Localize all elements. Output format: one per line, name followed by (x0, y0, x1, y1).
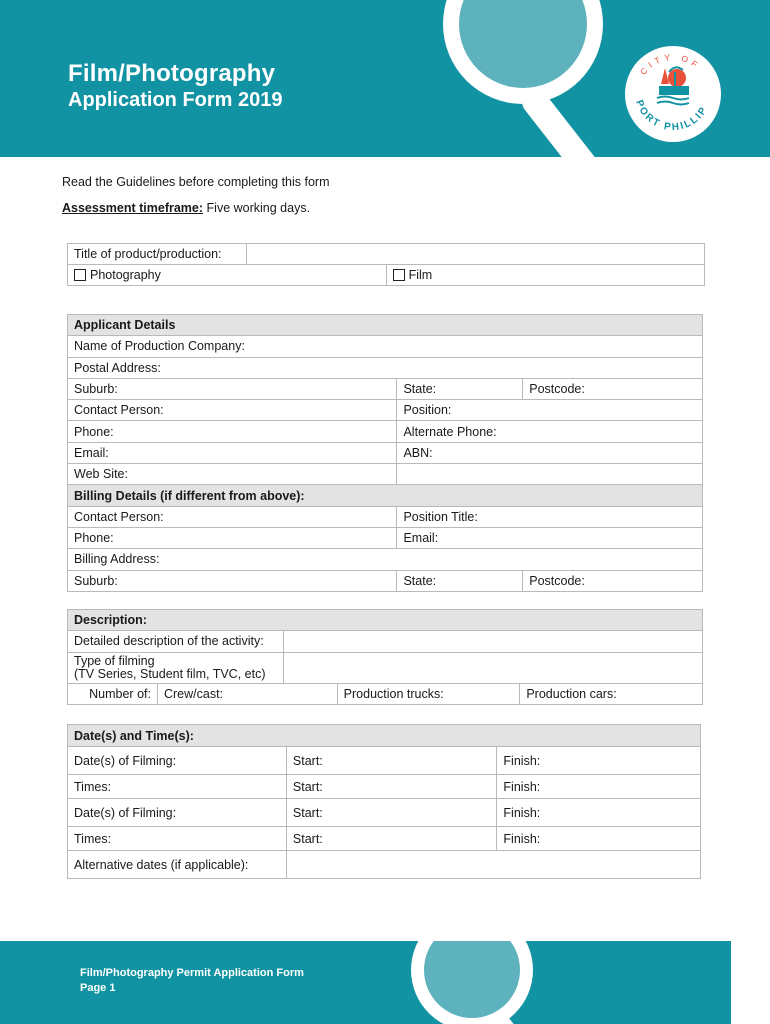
times-finish-field[interactable]: Finish: (497, 775, 701, 799)
description-table (67, 609, 703, 705)
detailed-description-field[interactable] (283, 631, 702, 652)
times-label-2: Times: (68, 827, 287, 851)
billing-details-heading: Billing Details (if different from above): (68, 485, 703, 506)
production-cars-field[interactable]: Production cars: (520, 683, 703, 704)
billing-contact-field[interactable]: Contact Person: (68, 506, 397, 527)
photography-option[interactable] (68, 265, 387, 286)
photography-checkbox[interactable] (74, 269, 86, 281)
billing-email-field[interactable]: Email: (397, 527, 703, 548)
billing-address-field[interactable]: Billing Address: (68, 549, 703, 570)
type-of-filming-label (68, 652, 284, 683)
production-trucks-field[interactable]: Production trucks: (337, 683, 520, 704)
position-field[interactable]: Position: (397, 400, 703, 421)
times-finish-field-2[interactable]: Finish: (497, 827, 701, 851)
alternate-phone-field[interactable]: Alternate Phone: (397, 421, 703, 442)
state-field[interactable]: State: (397, 378, 523, 399)
logo-icon (625, 46, 721, 142)
filming-dates-label-2: Date(s) of Filming: (68, 799, 287, 827)
crew-cast-field[interactable]: Crew/cast: (157, 683, 337, 704)
billing-suburb-field[interactable]: Suburb: (68, 570, 397, 591)
number-of-label: Number of: (68, 683, 158, 704)
timeframe-label: Assessment timeframe: (62, 201, 204, 215)
page-subtitle: Application Form 2019 (68, 89, 283, 111)
filming-dates-finish-field-2[interactable]: Finish: (497, 799, 701, 827)
svg-text:PORT PHILLIP: PORT PHILLIP (633, 98, 711, 134)
alternative-dates-label: Alternative dates (if applicable): (68, 851, 287, 879)
dates-times-table (67, 724, 701, 879)
guidelines-note: Read the Guidelines before completing this form (62, 175, 330, 189)
times-start-field-2[interactable]: Start: (286, 827, 497, 851)
applicant-details-table (67, 314, 703, 592)
assessment-timeframe (62, 201, 310, 215)
timeframe-value: Five working days. (206, 201, 311, 215)
detailed-description-label: Detailed description of the activity: (68, 631, 284, 652)
description-heading: Description: (68, 610, 703, 631)
times-start-field[interactable]: Start: (286, 775, 497, 799)
abn-field[interactable]: ABN: (397, 442, 703, 463)
filming-dates-label: Date(s) of Filming: (68, 747, 287, 775)
email-field[interactable]: Email: (68, 442, 397, 463)
city-of-port-phillip-logo (625, 46, 721, 142)
times-label: Times: (68, 775, 287, 799)
svg-text:CITY OF: CITY OF (637, 51, 703, 77)
type-of-filming-line2: (TV Series, Student film, TVC, etc) (74, 666, 266, 681)
production-title-label: Title of product/production: (68, 244, 247, 265)
film-checkbox[interactable] (393, 269, 405, 281)
contact-person-field[interactable]: Contact Person: (68, 400, 397, 421)
film-option[interactable] (386, 265, 704, 286)
alternative-dates-field[interactable] (286, 851, 700, 879)
postcode-field[interactable]: Postcode: (523, 378, 703, 399)
billing-position-field[interactable]: Position Title: (397, 506, 703, 527)
footer-form-title: Film/Photography Permit Application Form (80, 967, 304, 979)
filming-dates-finish-field[interactable]: Finish: (497, 747, 701, 775)
production-company-field[interactable]: Name of Production Company: (68, 336, 703, 357)
website-extra-cell[interactable] (397, 464, 703, 485)
dates-times-heading: Date(s) and Time(s): (68, 725, 701, 747)
filming-dates-start-field-2[interactable]: Start: (286, 799, 497, 827)
footer-page-number: Page 1 (80, 982, 116, 994)
suburb-field[interactable]: Suburb: (68, 378, 397, 399)
applicant-details-heading: Applicant Details (68, 315, 703, 336)
billing-postcode-field[interactable]: Postcode: (523, 570, 703, 591)
production-title-field[interactable] (246, 244, 704, 265)
page-title: Film/Photography (68, 60, 276, 87)
film-label: Film (408, 268, 433, 282)
phone-field[interactable]: Phone: (68, 421, 397, 442)
production-title-table (67, 243, 705, 286)
website-field[interactable]: Web Site: (68, 464, 397, 485)
photography-label: Photography (90, 268, 161, 282)
type-of-filming-field[interactable] (283, 652, 702, 683)
filming-dates-start-field[interactable]: Start: (286, 747, 497, 775)
type-of-filming-line1: Type of filming (74, 653, 155, 668)
billing-state-field[interactable]: State: (397, 570, 523, 591)
postal-address-field[interactable]: Postal Address: (68, 357, 703, 378)
billing-phone-field[interactable]: Phone: (68, 527, 397, 548)
